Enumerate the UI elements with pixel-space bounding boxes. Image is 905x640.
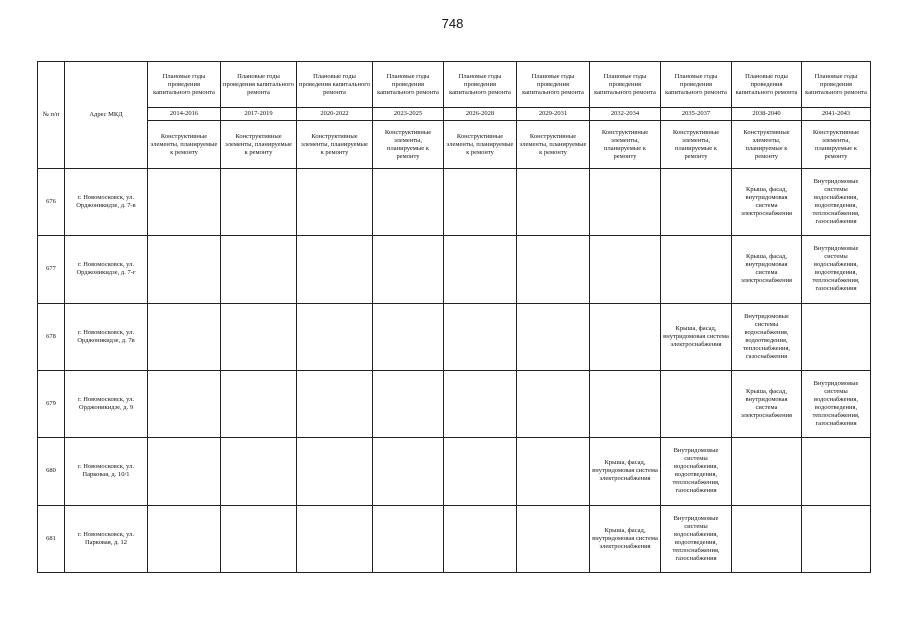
repair-elements-cell (517, 370, 590, 437)
row-number: 677 (38, 236, 65, 303)
elements-header: Конструктивные элементы, планируемые к ремонту (444, 121, 517, 169)
repair-elements-cell (148, 303, 221, 370)
column-header-planned-years: Плановые годы проведения капитального ремонта (590, 62, 661, 108)
repair-elements-cell (297, 169, 373, 236)
table-row (38, 505, 871, 572)
repair-elements-cell (661, 169, 732, 236)
repair-elements-cell (802, 438, 871, 505)
repair-elements-cell: Крыша, фасад, внутридомовая система электроснабжения (732, 236, 802, 303)
row-number: 680 (38, 438, 65, 505)
period-header: 2032-2034 (590, 108, 661, 121)
table-row (38, 236, 871, 303)
repair-elements-cell (148, 169, 221, 236)
repair-elements-cell (732, 505, 802, 572)
period-header: 2023-2025 (373, 108, 444, 121)
period-header: 2014-2016 (148, 108, 221, 121)
repair-elements-cell (661, 236, 732, 303)
repair-elements-cell (590, 169, 661, 236)
header-row-elements (38, 121, 871, 169)
repair-elements-cell (297, 505, 373, 572)
elements-header: Конструктивные элементы, планируемые к ремонту (373, 121, 444, 169)
repair-elements-cell: Крыша, фасад, внутридомовая система электроснабжения (661, 303, 732, 370)
repair-elements-cell (221, 370, 297, 437)
elements-header: Конструктивные элементы, планируемые к ремонту (148, 121, 221, 169)
repair-elements-cell (221, 438, 297, 505)
elements-header: Конструктивные элементы, планируемые к ремонту (297, 121, 373, 169)
repair-elements-cell (148, 505, 221, 572)
repair-elements-cell: Внутридомовые системы водоснабжения, водоотведения, теплоснабжения, газоснабжения (802, 169, 871, 236)
header-row-planned-years (38, 62, 871, 108)
column-header-planned-years: Плановые годы проведения капитального ремонта (297, 62, 373, 108)
row-address: г. Новомосковск, ул. Орджоникидзе, д. 7-г (65, 236, 148, 303)
period-header: 2026-2028 (444, 108, 517, 121)
repair-elements-cell (221, 303, 297, 370)
repair-elements-cell (444, 438, 517, 505)
repair-elements-cell: Внутридомовые системы водоснабжения, водоотведения, теплоснабжения, газоснабжения (661, 505, 732, 572)
repair-elements-cell (221, 505, 297, 572)
elements-header: Конструктивные элементы, планируемые к ремонту (517, 121, 590, 169)
repair-elements-cell: Крыша, фасад, внутридомовая система электроснабжения (590, 505, 661, 572)
repair-elements-cell (590, 303, 661, 370)
repair-elements-cell (297, 438, 373, 505)
period-header: 2041-2043 (802, 108, 871, 121)
row-number: 678 (38, 303, 65, 370)
repair-elements-cell (732, 438, 802, 505)
repair-elements-cell (590, 370, 661, 437)
repair-elements-cell (802, 303, 871, 370)
table-row (38, 370, 871, 437)
repair-elements-cell (802, 505, 871, 572)
header-row-periods (38, 108, 871, 121)
period-header: 2038-2040 (732, 108, 802, 121)
column-header-address: Адрес МКД (65, 62, 148, 169)
elements-header: Конструктивные элементы, планируемые к ремонту (732, 121, 802, 169)
repair-elements-cell (444, 169, 517, 236)
repair-elements-cell (661, 370, 732, 437)
repair-elements-cell (517, 169, 590, 236)
row-number: 676 (38, 169, 65, 236)
column-header-planned-years: Плановые годы проведения капитального ремонта (373, 62, 444, 108)
elements-header: Конструктивные элементы, планируемые к ремонту (802, 121, 871, 169)
row-address: г. Новомосковск, ул. Парковая, д. 10/1 (65, 438, 148, 505)
repair-elements-cell (221, 236, 297, 303)
repair-elements-cell (444, 236, 517, 303)
repair-elements-cell: Внутридомовые системы водоснабжения, водоотведения, теплоснабжения, газоснабжения (802, 370, 871, 437)
column-header-planned-years: Плановые годы проведения капитального ремонта (661, 62, 732, 108)
row-address: г. Новомосковск, ул. Орджоникидзе, д. 7-в (65, 169, 148, 236)
table-body (38, 169, 871, 573)
repair-elements-cell (373, 438, 444, 505)
repair-elements-cell (297, 303, 373, 370)
repair-elements-cell (373, 303, 444, 370)
repair-elements-cell (373, 236, 444, 303)
repair-elements-cell: Крыша, фасад, внутридомовая система электроснабжения (590, 438, 661, 505)
period-header: 2035-2037 (661, 108, 732, 121)
repair-elements-cell (444, 303, 517, 370)
repair-elements-cell: Внутридомовые системы водоснабжения, водоотведения, теплоснабжения, газоснабжения (661, 438, 732, 505)
column-header-planned-years: Плановые годы проведения капитального ремонта (444, 62, 517, 108)
period-header: 2029-2031 (517, 108, 590, 121)
row-address: г. Новомосковск, ул. Парковая, д. 12 (65, 505, 148, 572)
repair-elements-cell: Крыша, фасад, внутридомовая система электроснабжения (732, 370, 802, 437)
row-address: г. Новомосковск, ул. Орджоникидзе, д. 9 (65, 370, 148, 437)
repair-elements-cell (148, 438, 221, 505)
repair-elements-cell (148, 236, 221, 303)
repair-elements-cell (373, 370, 444, 437)
period-header: 2020-2022 (297, 108, 373, 121)
repair-elements-cell (148, 370, 221, 437)
repair-elements-cell (517, 303, 590, 370)
repair-elements-cell (444, 370, 517, 437)
repair-elements-cell (373, 505, 444, 572)
repair-elements-cell (221, 169, 297, 236)
capital-repair-table (37, 61, 871, 573)
column-header-planned-years: Плановые годы проведения капитального ремонта (148, 62, 221, 108)
elements-header: Конструктивные элементы, планируемые к ремонту (661, 121, 732, 169)
repair-elements-cell (444, 505, 517, 572)
row-address: г. Новомосковск, ул. Орджоникидзе, д. 7в (65, 303, 148, 370)
repair-elements-cell (590, 236, 661, 303)
period-header: 2017-2019 (221, 108, 297, 121)
elements-header: Конструктивные элементы, планируемые к ремонту (221, 121, 297, 169)
repair-elements-cell (517, 505, 590, 572)
column-header-num: № п/п (38, 62, 65, 169)
repair-elements-cell (373, 169, 444, 236)
column-header-planned-years: Плановые годы проведения капитального ремонта (802, 62, 871, 108)
column-header-planned-years: Плановые годы проведения капитального ремонта (221, 62, 297, 108)
table-row (38, 438, 871, 505)
repair-elements-cell (297, 236, 373, 303)
table-row (38, 303, 871, 370)
repair-elements-cell (517, 236, 590, 303)
table-row (38, 169, 871, 236)
elements-header: Конструктивные элементы, планируемые к ремонту (590, 121, 661, 169)
repair-elements-cell: Внутридомовые системы водоснабжения, водоотведения, теплоснабжения, газоснабжения (802, 236, 871, 303)
row-number: 679 (38, 370, 65, 437)
column-header-planned-years: Плановые годы проведения капитального ремонта (732, 62, 802, 108)
repair-elements-cell: Внутридомовые системы водоснабжения, водоотведения, теплоснабжения, газоснабжения (732, 303, 802, 370)
row-number: 681 (38, 505, 65, 572)
column-header-planned-years: Плановые годы проведения капитального ремонта (517, 62, 590, 108)
repair-elements-cell (297, 370, 373, 437)
repair-elements-cell (517, 438, 590, 505)
repair-elements-cell: Крыша, фасад, внутридомовая система электроснабжения (732, 169, 802, 236)
page-number: 748 (441, 16, 464, 31)
